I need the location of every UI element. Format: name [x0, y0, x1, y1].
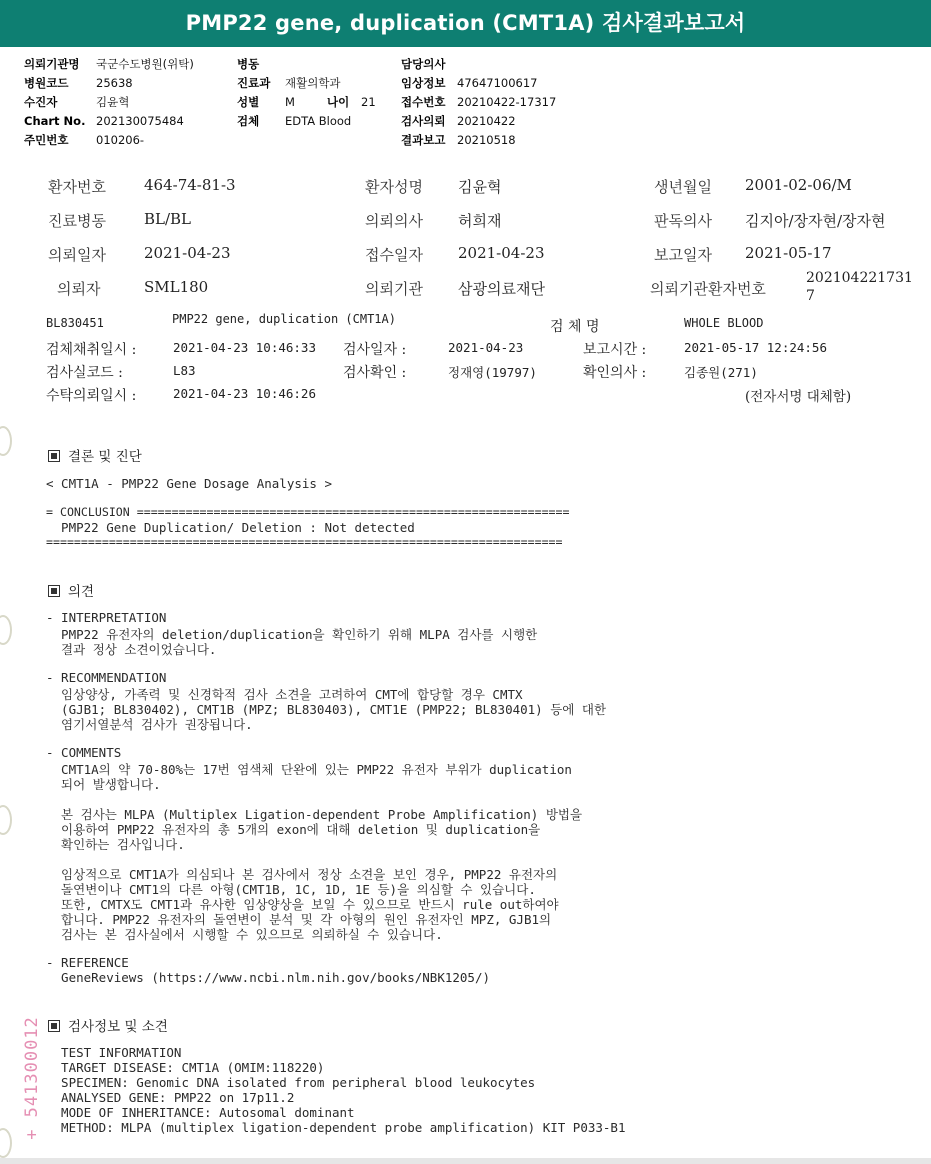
header-value: 김윤혁 — [96, 95, 130, 109]
patient-value: 김윤혁 — [458, 178, 502, 196]
opinion-line: 또한, CMTX도 CMT1과 유사한 임상양상을 보일 수 있으므로 반드시 rule out하여야 — [46, 897, 559, 912]
opinion-line: 검사는 본 검사실에서 시행할 수 있으므로 의뢰하실 수 있습니다. — [46, 927, 443, 942]
specimen-value: WHOLE BLOOD — [684, 316, 764, 330]
opinion-line: CMT1A의 약 70-80%는 17번 염색체 단완에 있는 PMP22 유전자 부위가 duplication — [46, 762, 572, 777]
test-date-label: 검사일자 : — [343, 342, 407, 358]
confirm-label: 검사확인 : — [343, 365, 407, 381]
vertical-stamp — [21, 1008, 52, 1153]
conclusion-footer: ========================================================================== — [46, 535, 563, 549]
opinion-line: 임상적으로 CMT1A가 의심되나 본 검사에서 정상 소견을 보인 경우, PMP22 유전자의 — [46, 867, 558, 882]
patient-label: 의뢰자 — [57, 280, 101, 298]
header-value: 202130075484 — [96, 114, 184, 128]
patient-value: 2021-04-23 — [144, 244, 231, 262]
patient-value: 삼광의료재단 — [458, 280, 545, 298]
header-label: 진료과 — [237, 76, 271, 90]
report-title: PMP22 gene, duplication (CMT1A) 검사결과보고서 — [0, 0, 931, 47]
header-label: 병원코드 — [24, 76, 69, 90]
header-col-2 — [237, 55, 376, 131]
scanned-report — [0, 160, 931, 1160]
info-line: TEST INFORMATION — [46, 1045, 182, 1060]
doctor-value: 김종원(271) — [684, 365, 758, 380]
header-label: 임상정보 — [401, 76, 446, 90]
report-time-label: 보고시간 : — [583, 342, 647, 358]
header-label: 병동 — [237, 57, 260, 71]
report-header — [0, 47, 931, 161]
patient-label: 접수일자 — [365, 246, 423, 264]
lab-code-label: 검사실코드 : — [46, 365, 123, 381]
test-date-value: 2021-04-23 — [448, 340, 524, 355]
age-label: 나이 — [327, 95, 350, 109]
patient-label: 생년월일 — [654, 178, 712, 196]
header-value: 25638 — [96, 76, 133, 90]
opinion-line: - COMMENTS — [46, 745, 122, 760]
analysis-title: < CMT1A - PMP22 Gene Dosage Analysis > — [46, 476, 332, 491]
patient-label: 의뢰일자 — [48, 246, 106, 264]
section-box-icon — [48, 585, 60, 597]
header-label: 성별 — [237, 95, 260, 109]
header-label: 검체 — [237, 114, 260, 128]
opinion-line: 결과 정상 소견이었습니다. — [46, 642, 217, 657]
header-value: EDTA Blood — [285, 114, 352, 128]
specimen-label: 검 체 명 — [550, 319, 600, 335]
stamp-text: + 541300012 — [21, 1016, 42, 1140]
section-title-text: 검사정보 및 소견 — [68, 1019, 168, 1035]
header-label: 의뢰기관명 — [24, 57, 80, 71]
esign-note: (전자서명 대체함) — [745, 389, 852, 405]
patient-value: 202104221731 — [806, 270, 913, 286]
opinion-line: 확인하는 검사입니다. — [46, 837, 185, 852]
header-label: 결과보고 — [401, 133, 446, 147]
report-time-value: 2021-05-17 12:24:56 — [684, 340, 827, 355]
section-opinion-title — [48, 580, 94, 600]
opinion-line: - REFERENCE — [46, 955, 129, 970]
patient-value: 김지아/장자현/장자현 — [745, 212, 886, 230]
patient-label: 의뢰의사 — [365, 212, 423, 230]
header-value: 20210422-17317 — [457, 95, 557, 109]
age-value: 21 — [361, 95, 376, 109]
specimen-code: BL830451 — [46, 316, 104, 330]
header-label: Chart No. — [24, 114, 86, 128]
opinion-line: 이용하여 PMP22 유전자의 총 5개의 exon에 대해 deletion 및 duplication을 — [46, 822, 541, 837]
opinion-line: PMP22 유전자의 deletion/duplication을 확인하기 위해 MLPA 검사를 시행한 — [46, 627, 538, 642]
section-info-title — [48, 1015, 168, 1035]
section-box-icon — [48, 450, 60, 462]
header-value: 010206- — [96, 133, 145, 147]
header-label: 주민번호 — [24, 133, 69, 147]
patient-label: 판독의사 — [654, 212, 712, 230]
header-value: 47647100617 — [457, 76, 538, 90]
opinion-line: (GJB1; BL830402), CMT1B (MPZ; BL830403), CMT1E (PMP22; BL830401) 등에 대한 — [46, 702, 607, 717]
opinion-line: 합니다. PMP22 유전자의 돌연변이 분석 및 각 아형의 원인 유전자인 MPZ, GJB1의 — [46, 912, 552, 927]
request-value: 2021-04-23 10:46:26 — [173, 386, 316, 401]
bottom-edge — [0, 1158, 931, 1164]
collect-value: 2021-04-23 10:46:33 — [173, 340, 316, 355]
patient-label: 의뢰기관 — [365, 280, 423, 298]
collect-label: 검체채취일시 : — [46, 342, 137, 358]
patient-value-cont: 7 — [806, 288, 815, 304]
patient-value: BL/BL — [144, 210, 192, 228]
opinion-line: 임상양상, 가족력 및 신경학적 검사 소견을 고려하여 CMT에 합당할 경우 CMTX — [46, 687, 523, 702]
patient-value: SML180 — [144, 278, 209, 296]
conclusion-text: PMP22 Gene Duplication/ Deletion : Not detected — [46, 520, 415, 535]
info-line: TARGET DISEASE: CMT1A (OMIM:118220) — [46, 1060, 325, 1075]
opinion-line: 되어 발생합니다. — [46, 777, 161, 792]
info-line: METHOD: MLPA (multiplex ligation-dependent probe amplification) KIT P033-B1 — [46, 1120, 626, 1135]
opinion-line: - RECOMMENDATION — [46, 670, 167, 685]
opinion-line: GeneReviews (https://www.ncbi.nlm.nih.gov/books/NBK1205/) — [46, 970, 491, 985]
info-line: SPECIMEN: Genomic DNA isolated from peripheral blood leukocytes — [46, 1075, 536, 1090]
patient-label: 환자성명 — [365, 178, 423, 196]
section-title-text: 의견 — [68, 584, 95, 600]
header-label: 접수번호 — [401, 95, 446, 109]
doctor-label: 확인의사 : — [583, 365, 647, 381]
header-value: 20210422 — [457, 114, 516, 128]
header-col-3 — [401, 55, 556, 150]
patient-value: 2021-05-17 — [745, 244, 832, 262]
info-line: MODE OF INHERITANCE: Autosomal dominant — [46, 1105, 355, 1120]
header-value: 재활의학과 — [285, 76, 341, 90]
header-value: M — [285, 95, 295, 109]
header-label: 담당의사 — [401, 57, 446, 71]
patient-value: 2021-04-23 — [458, 244, 545, 262]
header-label: 수진자 — [24, 95, 58, 109]
section-title-text: 결론 및 진단 — [68, 449, 142, 465]
patient-label: 환자번호 — [48, 178, 106, 196]
test-name: PMP22 gene, duplication (CMT1A) — [172, 312, 396, 326]
patient-value: 허희재 — [458, 212, 502, 230]
opinion-line: 돌연변이나 CMT1의 다른 아형(CMT1B, 1C, 1D, 1E 등)을 의심할 수 있습니다. — [46, 882, 536, 897]
opinion-line: 본 검사는 MLPA (Multiplex Ligation-dependent Probe Amplification) 방법을 — [46, 807, 583, 822]
patient-label: 진료병동 — [48, 212, 106, 230]
patient-label: 보고일자 — [654, 246, 712, 264]
header-label: 검사의뢰 — [401, 114, 446, 128]
header-value: 국군수도병원(위탁) — [96, 57, 194, 71]
patient-value: 2001-02-06/M — [745, 176, 852, 194]
opinion-line: - INTERPRETATION — [46, 610, 167, 625]
confirm-value: 정재영(19797) — [448, 365, 537, 380]
info-line: ANALYSED GENE: PMP22 on 17p11.2 — [46, 1090, 295, 1105]
section-conclusion-title — [48, 445, 142, 465]
patient-label: 의뢰기관환자번호 — [650, 280, 766, 298]
conclusion-header: = CONCLUSION ============================================================== — [46, 505, 570, 519]
header-col-1 — [24, 55, 194, 150]
request-label: 수탁의뢰일시 : — [46, 388, 137, 404]
header-value: 20210518 — [457, 133, 516, 147]
lab-code-value: L83 — [173, 363, 196, 378]
patient-value: 464-74-81-3 — [144, 176, 236, 194]
opinion-line: 염기서열분석 검사가 권장됩니다. — [46, 717, 253, 732]
